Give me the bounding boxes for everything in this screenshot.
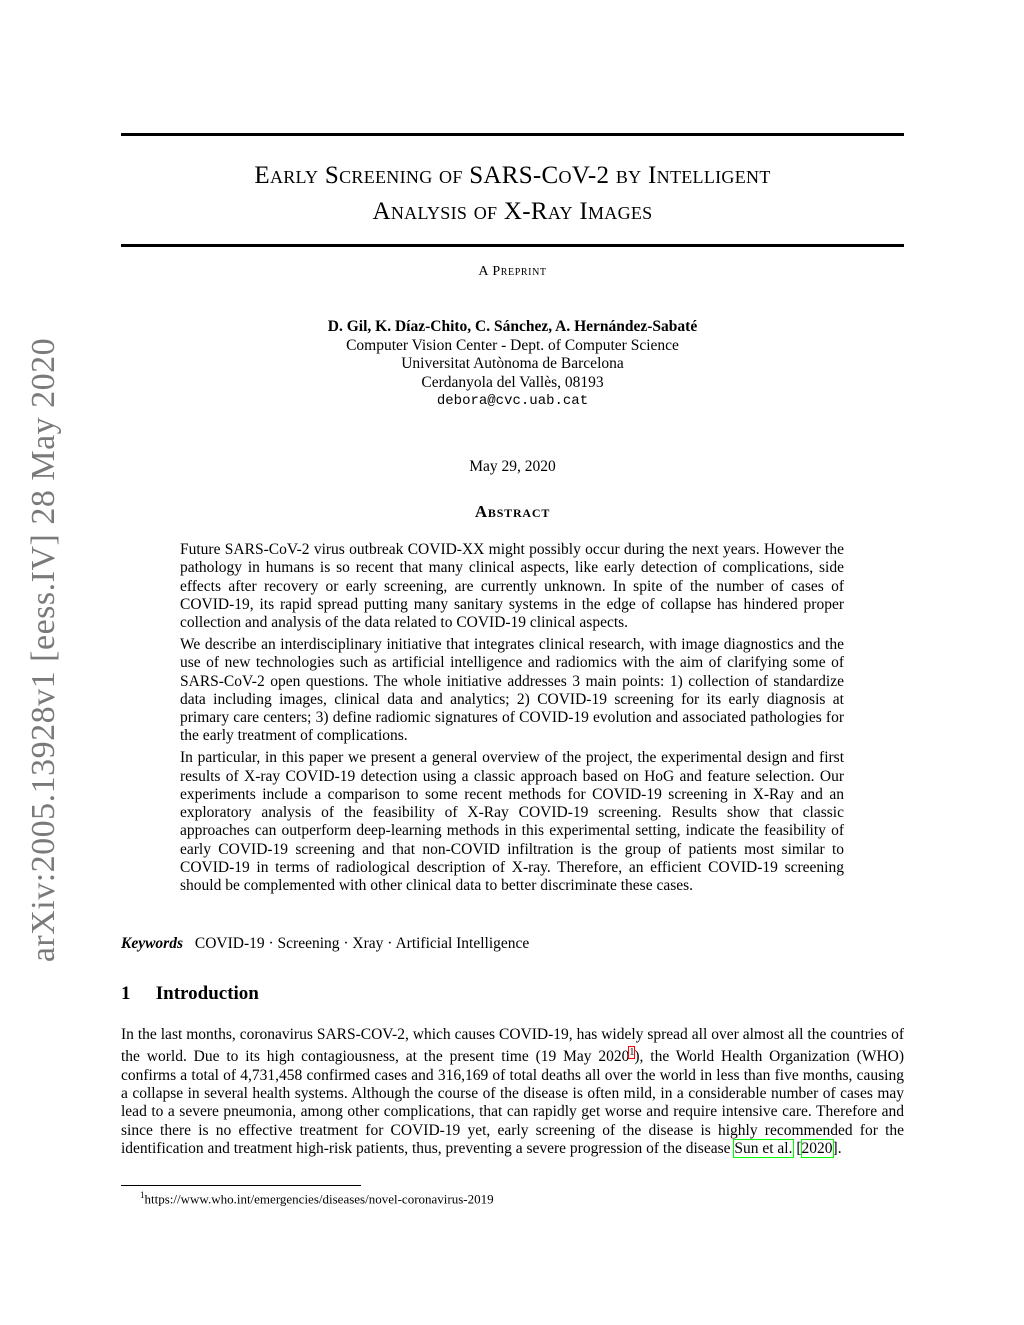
author-names: D. Gil, K. Díaz-Chito, C. Sánchez, A. Hernández-Sabaté <box>327 318 698 335</box>
citation-year-link[interactable]: 2020 <box>801 1139 833 1157</box>
preprint-label: A Preprint <box>478 264 547 279</box>
arxiv-stamp: arXiv:2005.13928v1 [eess.IV] 28 May 2020 <box>25 337 62 963</box>
abstract-body <box>180 541 844 899</box>
paper-title <box>121 158 904 230</box>
publication-date: May 29, 2020 <box>469 458 556 475</box>
keywords-text: COVID-19 · Screening · Xray · Artificial Intelligence <box>194 935 530 952</box>
title-top-rule <box>121 133 904 136</box>
keywords-line <box>121 935 904 953</box>
affiliation-university: Universitat Autònoma de Barcelona <box>401 355 624 372</box>
introduction-paragraph <box>121 1026 904 1158</box>
footnote-rule <box>121 1185 361 1186</box>
section-heading-introduction <box>121 983 904 1005</box>
keywords-label: Keywords <box>121 935 183 952</box>
footnote-mark: 1 <box>140 1190 145 1200</box>
abstract-paragraph-2: We describe an interdisciplinary initiative that integrates clinical research, with image diagnostics and the use of new technologies such as artificial intelligence and radiomics with the aim of clarifying some of SARS-CoV-2 open questions. The whole initiative addresses 3 main points: 1) collection of standardize data including images, clinical data and analytics; 2) COVID-19 screening for its early diagnosis at primary care centers; 3) define radiomic signatures of COVID-19 evolution and associated pathologies for the early treatment of complications. <box>180 635 844 745</box>
citation-open-bracket: [ <box>792 1139 802 1157</box>
section-title: Introduction <box>155 983 259 1004</box>
footnote-link[interactable]: 1 <box>629 1047 635 1059</box>
citation-author-link[interactable]: Sun et al. <box>734 1139 793 1157</box>
title-bottom-rule <box>121 244 904 247</box>
introduction-body <box>121 1026 904 1158</box>
abstract-paragraph-3: In particular, in this paper we present a general overview of the project, the experimental design and first results of X-ray COVID-19 detection using a classic approach based on HoG and feature selection. Our experiments include a comparison to some recent methods for COVID-19 screening in X-Ray and an exploratory analysis of the feasibility of X-Ray COVID-19 screening. Results show that classic approaches can outperform deep-learning methods in this experimental setting, indicate the feasibility of early COVID-19 screening and that non-COVID infiltration is the group of patients most similar to COVID-19 in terms of radiological description of X-ray. Therefore, an efficient COVID-19 screening should be complemented with other clinical data to better discriminate these cases. <box>180 749 844 895</box>
section-number: 1 <box>121 983 131 1004</box>
abstract-heading: Abstract <box>474 502 551 521</box>
affiliation-address: Cerdanyola del Vallès, 08193 <box>421 373 604 391</box>
footnote-url[interactable]: https://www.who.int/emergencies/diseases/novel-coronavirus-2019 <box>144 1191 494 1207</box>
abstract-paragraph-1: Future SARS-CoV-2 virus outbreak COVID-XX might possibly occur during the next years. However the pathology in humans is so recent that many clinical aspects, like early detection of complications, side effects after recovery or early screening, are currently unknown. In spite of the number of cases of COVID-19, its rapid spread putting many sanitary systems in the edge of collapse has hindered proper collection and analysis of the data related to COVID-19 clinical aspects. <box>180 541 844 632</box>
intro-text-part-2: ), the World Health Organization (WHO) confirms a total of 4,731,458 confirmed cases and 316,169 of total deaths all over the world in less than five months, causing a collapse in several health systems. Although the course of the disease is often mild, in a considerable number of cases may lead to a severe pneumonia, among other complications, that can rapidly get worse and require intensive care. Therefore and since there is no effective treatment for COVID-19 yet, early screening of the disease is highly recommended for the identification and treatment high-risk patients, thus, preventing a severe progression of the disease <box>121 1048 904 1157</box>
intro-text-part-1: In the last months, coronavirus SARS-COV-2, which causes COVID-19, has widely spread all over almost all the countries of the world. Due to its high contagiousness, at the present time (19 May 2020 <box>121 1026 904 1066</box>
affiliation-department: Computer Vision Center - Dept. of Computer Science <box>346 336 679 354</box>
paper-title-line-1: Early Screening of SARS-CoV-2 by Intelligent <box>254 162 771 189</box>
author-email[interactable]: debora@cvc.uab.cat <box>436 393 589 409</box>
author-block <box>121 318 904 411</box>
footnote <box>140 1190 494 1207</box>
citation-close-bracket: ]. <box>832 1139 842 1157</box>
paper-title-line-2: Analysis of X-Ray Images <box>372 198 653 225</box>
